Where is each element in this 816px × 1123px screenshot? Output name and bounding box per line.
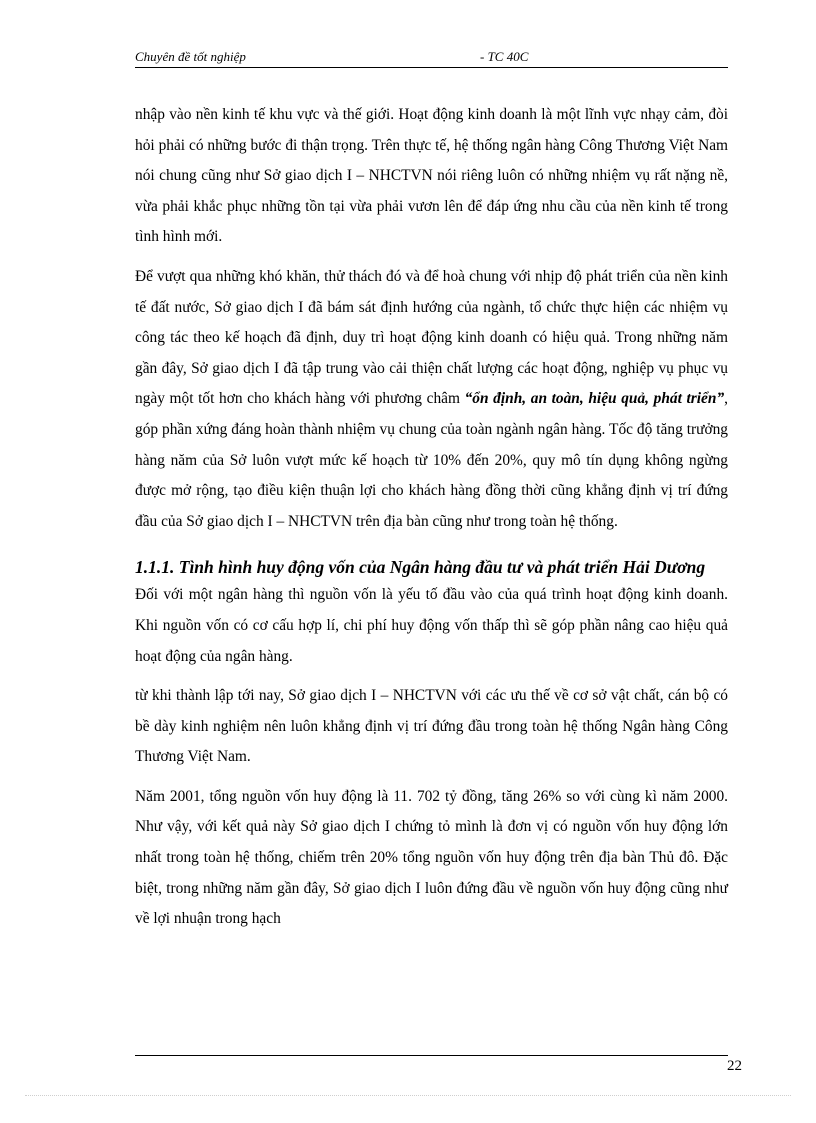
header-title: Chuyên đề tốt nghiệp <box>135 49 246 64</box>
page-number: 22 <box>727 1058 742 1074</box>
page-edge-divider <box>25 1095 791 1096</box>
paragraph-3: Đối với một ngân hàng thì nguồn vốn là yếu tố đầu vào của quá trình hoạt động kinh doanh. Khi nguồn vốn có cơ cấu hợp lí, chi phí huy động vốn thấp thì sẽ góp phần nâng cao hiệu quả hoạt động của ngân hàng. <box>135 586 728 665</box>
paragraph-2-start: Để vượt qua những khó khăn, thử thách đó và để hoà chung với nhịp độ phát triển của nền kinh tế đất nước, Sở giao dịch I đã bám sát định hướng của ngành, tổ chức thực hiện các nhiệm vụ công tác theo kế hoạch đã định, duy trì hoạt động kinh doanh có hiệu quả. Trong những năm gần đây, Sở giao dịch I đã tập trung vào cải thiện chất lượng các hoạt động, nghiệp vụ phục vụ ngày một tốt hơn cho khách hàng với phương châm <box>135 267 728 408</box>
motto-text: “ổn định, an toàn, hiệu quả, phát triển” <box>464 390 725 408</box>
document-body <box>135 100 728 944</box>
paragraph-5: Năm 2001, tổng nguồn vốn huy động là 11. 702 tỷ đồng, tăng 26% so với cùng kì năm 2000. Như vậy, với kết quả này Sở giao dịch I chứng tỏ mình là đơn vị có nguồn vốn huy động lớn nhất trong toàn hệ thống, chiếm trên 20% tổng nguồn vốn huy động trên địa bàn Thủ đô. Đặc biệt, trong những năm gần đây, Sở giao dịch I luôn đứng đầu về nguồn vốn huy động cũng như về lợi nhuận trong hạch <box>135 787 728 928</box>
section-heading: 1.1.1. Tình hình huy động vốn của Ngân hàng đầu tư và phát triển Hải Dương <box>135 557 706 578</box>
footer-divider <box>135 1055 728 1056</box>
paragraph-1: nhập vào nền kinh tế khu vực và thế giới. Hoạt động kinh doanh là một lĩnh vực nhạy cảm, đòi hỏi phải có những bước đi thận trọng. Trên thực tế, hệ thống ngân hàng Công Thương Việt Nam nói chung cũng như Sở giao dịch I – NHCTVN nói riêng luôn có những nhiệm vụ rất nặng nề, vừa phải khắc phục những tồn tại vừa phải vươn lên để đáp ứng nhu cầu của nền kinh tế trong tình hình mới. <box>135 106 728 246</box>
paragraph-2 <box>135 262 728 537</box>
header-class-code: - TC 40C <box>480 49 529 64</box>
paragraph-2-end: , góp phần xứng đáng hoàn thành nhiệm vụ chung của toàn ngành ngân hàng. Tốc độ tăng trưởng hàng năm của Sở luôn vượt mức kế hoạch từ 10% đến 20%, quy mô tín dụng không ngừng được mở rộng, tạo điều kiện thuận lợi cho khách hàng đồng thời cũng khẳng định vị trí đứng đầu của Sở giao dịch I – NHCTVN trên địa bàn cũng như trong toàn hệ thống. <box>135 390 729 530</box>
paragraph-4: từ khi thành lập tới nay, Sở giao dịch I – NHCTVN với các ưu thế về cơ sở vật chất, cán bộ có bề dày kinh nghiệm nên luôn khẳng định vị trí đứng đầu trong toàn hệ thống Ngân hàng Công Thương Việt Nam. <box>135 687 728 766</box>
running-header <box>135 45 728 68</box>
